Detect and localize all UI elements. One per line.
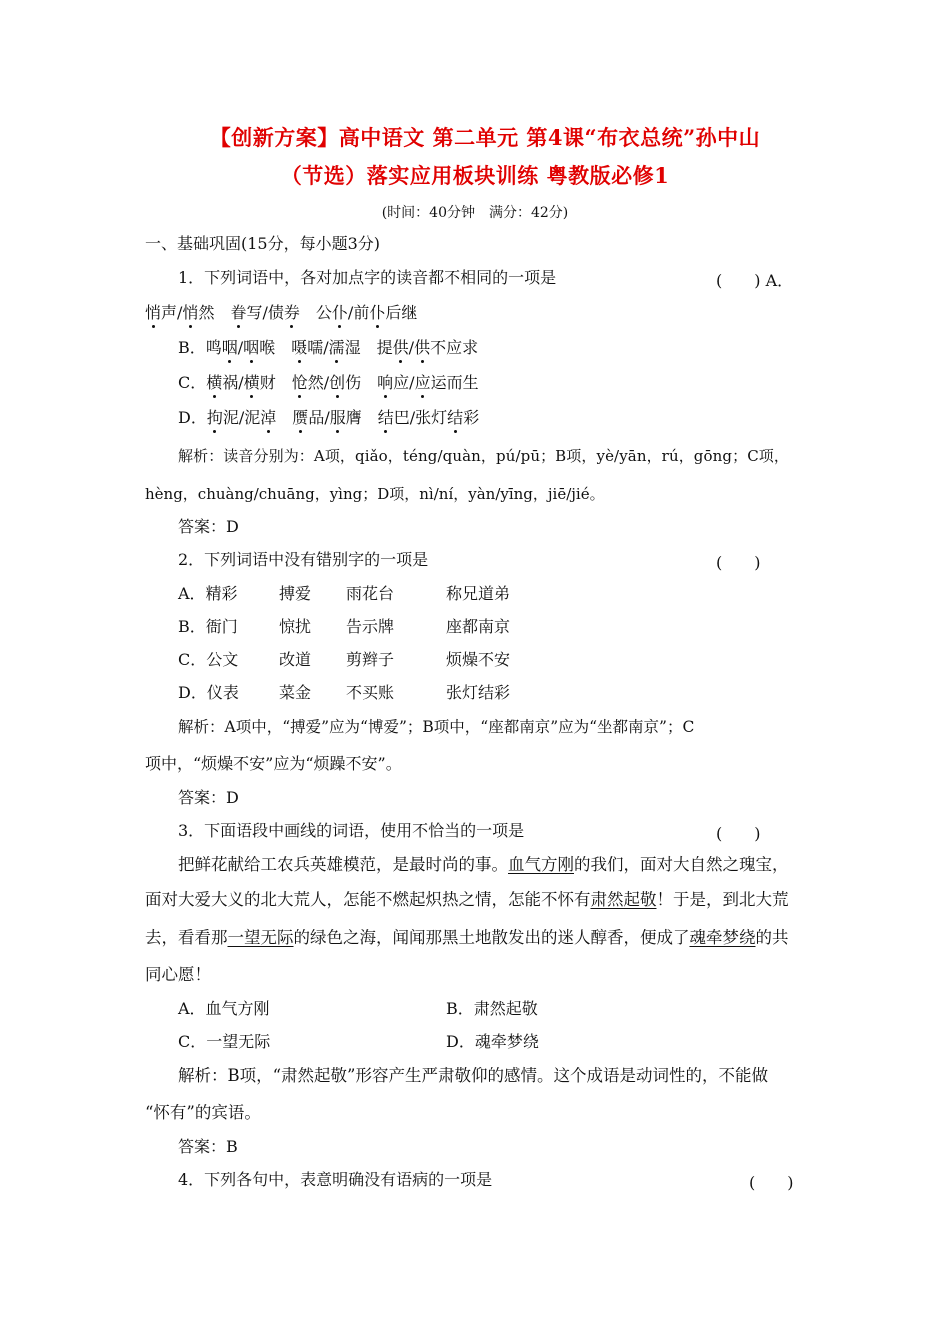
option-cell: 菜金: [279, 683, 312, 702]
question-2-stem: 2．下列词语中没有错别字的一项是: [178, 550, 429, 569]
passage-text: 把鲜花献给工农兵英雄模范，是最时尚的事。: [178, 855, 508, 874]
question-1-option-d: [178, 408, 479, 428]
dotted-char: 仆: [369, 303, 386, 322]
time-score-info: (时间：40分钟 满分：42分): [381, 205, 569, 221]
option-text: 然/: [307, 373, 330, 392]
underlined-phrase: 肃然起敬: [590, 890, 657, 909]
underlined-phrase: 魂牵梦绕: [689, 928, 756, 947]
dotted-char: 结: [377, 408, 394, 427]
option-cell: D．仪表: [178, 683, 239, 702]
question-3-analysis-line-1: 解析：B项，“肃然起敬”形容产生严肃敬仰的感情。这个成语是动词性的，不能做: [178, 1066, 768, 1085]
dotted-char: 咽: [221, 338, 238, 357]
option-text: 祸/: [222, 373, 244, 392]
passage-text: ！于是，到北大荒: [656, 890, 789, 909]
option-text: 公: [299, 303, 332, 322]
option-text: 不应求: [430, 338, 479, 357]
question-3-passage-line-2: [145, 890, 789, 910]
dotted-char: 横: [243, 373, 260, 392]
question-4-stem: 4．下列各句中，表意明确没有语病的一项是: [178, 1170, 493, 1189]
dotted-char: 供: [392, 338, 409, 357]
question-1-analysis-line-2: hèng，chuàng/chuāng，yìng；D项，nì/ní，yàn/yīng，jiē/jié。: [145, 485, 605, 503]
section-heading: 一、基础巩固(15分，每小题3分): [145, 234, 381, 253]
passage-text: 的共: [755, 928, 789, 947]
option-text: D．: [178, 408, 207, 427]
dotted-char: 服: [329, 408, 346, 427]
dotted-char: 响: [377, 373, 394, 392]
option-cell: 不买账: [346, 683, 395, 702]
dotted-char: 创: [329, 373, 346, 392]
option-text: C．: [178, 373, 207, 392]
document-title-line-2: （节选）落实应用板块训练 粤教版必修1: [280, 163, 670, 188]
option-text: 彩: [463, 408, 480, 427]
option-text: 伤: [345, 373, 378, 392]
document-title-line-1: 【创新方案】高中语文 第二单元 第4课“布衣总统”孙中山: [209, 125, 761, 150]
option-cell: A．精彩: [178, 584, 238, 603]
question-3-answer: 答案：B: [178, 1137, 238, 1156]
option-text: 喉: [259, 338, 292, 357]
question-2-answer: 答案：D: [178, 788, 239, 807]
question-1-analysis-line-1: 解析：读音分别为：A项，qiǎo，téng/quàn，pú/pū；B项，yè/yān，rú，gōng；C项，: [178, 447, 789, 465]
question-3-option-d: D．魂牵梦绕: [446, 1032, 539, 1051]
option-cell: 张灯结彩: [446, 683, 511, 702]
question-2-analysis-line-1: 解析：A项中，“搏爱”应为“博爱”；B项中，“座都南京”应为“坐都南京”；C: [178, 718, 695, 736]
option-text: 嚅/: [307, 338, 329, 357]
option-text: 运而生: [430, 373, 479, 392]
passage-text: 去，看看那: [145, 928, 228, 947]
option-cell: 称兄道弟: [446, 584, 511, 603]
option-text: 应/: [393, 373, 415, 392]
dotted-char: 应: [414, 373, 431, 392]
dotted-char: 结: [447, 408, 464, 427]
option-cell: C．公文: [178, 650, 239, 669]
dotted-char: 淖: [260, 408, 277, 427]
dotted-char: 怆: [291, 373, 308, 392]
option-text: /: [408, 338, 415, 357]
dotted-char: 拘: [206, 408, 223, 427]
option-text: 巴/张灯: [393, 408, 448, 427]
dotted-char: 券: [283, 303, 300, 322]
question-1-option-a: [145, 303, 417, 323]
dotted-char: 赝: [292, 408, 309, 427]
underlined-phrase: 血气方刚: [508, 855, 574, 874]
option-text: B．鸣: [178, 338, 222, 357]
option-text: 湿 提: [344, 338, 393, 357]
question-1-answer-blank: ( ) A．: [716, 271, 794, 290]
option-text: [276, 408, 292, 427]
option-cell: 剪辫子: [346, 650, 395, 669]
passage-text: 的我们，面对大自然之瑰宝，: [574, 855, 789, 874]
underlined-phrase: 一望无际: [227, 928, 294, 947]
option-text: 泥/泥: [222, 408, 261, 427]
question-1-stem: 1．下列词语中，各对加点字的读音都不相同的一项是: [178, 268, 557, 287]
option-cell: 告示牌: [346, 617, 395, 636]
passage-text: 的绿色之海，闻闻那黑土地散发出的迷人醇香，便成了: [293, 928, 690, 947]
option-text: 声/: [161, 303, 183, 322]
dotted-char: 嗫: [291, 338, 308, 357]
question-3-stem: 3．下面语段中画线的词语，使用不恰当的一项是: [178, 821, 525, 840]
question-1-answer: 答案：D: [178, 517, 239, 536]
dotted-char: 仆: [331, 303, 348, 322]
dotted-char: 横: [206, 373, 223, 392]
option-text: 写/债: [246, 303, 284, 322]
dotted-char: 悄: [145, 303, 162, 322]
question-3-analysis-line-2: “怀有”的宾语。: [145, 1103, 261, 1122]
option-cell: 改道: [279, 650, 312, 669]
option-cell: 烦燥不安: [446, 650, 511, 669]
dotted-char: 供: [414, 338, 431, 357]
option-text: 后继: [385, 303, 418, 322]
question-4-answer-blank: ( ): [749, 1173, 794, 1192]
option-text: 然: [198, 303, 231, 322]
question-3-option-c: C．一望无际: [178, 1032, 271, 1051]
question-2-answer-blank: ( ): [716, 553, 761, 572]
option-text: 财: [259, 373, 292, 392]
option-text: 品/: [308, 408, 330, 427]
question-3-option-a: A．血气方刚: [178, 999, 270, 1018]
dotted-char: 濡: [328, 338, 345, 357]
question-3-answer-blank: ( ): [716, 824, 761, 843]
option-text: /: [237, 338, 244, 357]
question-3-option-b: B．肃然起敬: [446, 999, 538, 1018]
dotted-char: 咽: [243, 338, 260, 357]
passage-text: 面对大爱大义的北大荒人，怎能不燃起炽热之情，怎能不怀有: [145, 890, 591, 909]
option-text: /前: [347, 303, 370, 322]
question-3-passage-line-1: [178, 855, 789, 875]
question-2-analysis-line-2: 项中，“烦燥不安”应为“烦躁不安”。: [145, 754, 402, 773]
question-1-option-c: [178, 373, 479, 393]
option-cell: 雨花台: [346, 584, 395, 603]
option-cell: 搏爱: [279, 584, 312, 603]
question-1-option-b: [178, 338, 478, 358]
dotted-char: 悄: [182, 303, 199, 322]
option-cell: 惊扰: [279, 617, 312, 636]
dotted-char: 眷: [230, 303, 247, 322]
question-3-passage-line-3: [145, 928, 789, 948]
option-cell: B．衙门: [178, 617, 238, 636]
question-3-passage-line-4: 同心愿！: [145, 965, 211, 984]
option-cell: 座都南京: [446, 617, 511, 636]
option-text: 膺: [345, 408, 378, 427]
